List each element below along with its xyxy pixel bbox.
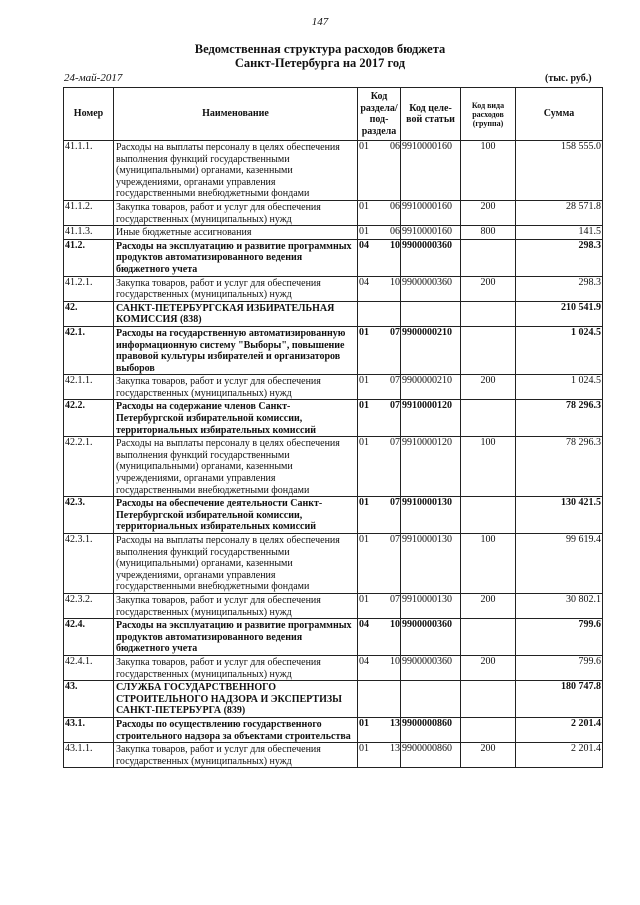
row-sum: 30 802.1 <box>516 593 603 618</box>
row-razdel-code: 01 <box>359 400 369 412</box>
row-sum: 141.5 <box>516 226 603 240</box>
table-row <box>64 301 603 326</box>
title-line-1: Ведомственная структура расходов бюджета <box>194 42 446 56</box>
row-name: СЛУЖБА ГОСУДАРСТВЕННОГО СТРОИТЕЛЬНОГО НАДЗОРА И ЭКСПЕРТИЗЫ САНКТ-ПЕТЕРБУРГА (839) <box>114 681 358 718</box>
row-razdel <box>358 743 401 768</box>
row-razdel-code: 01 <box>359 593 369 605</box>
row-sum: 130 421.5 <box>516 497 603 534</box>
table-row <box>64 497 603 534</box>
row-razdel-code: 01 <box>359 717 369 729</box>
row-name: Расходы на эксплуатацию и развитие программных продуктов автоматизированного ведения бюджетного учета <box>114 239 358 276</box>
row-vid: 200 <box>461 743 516 768</box>
row-csr: 9910000120 <box>401 437 461 497</box>
header-num: Номер <box>64 88 114 141</box>
row-razdel-code: 01 <box>359 534 369 545</box>
table-row <box>64 326 603 374</box>
table-row <box>64 437 603 497</box>
row-number: 41.1.1. <box>64 141 114 201</box>
row-sum: 799.6 <box>516 655 603 680</box>
row-number: 42.3. <box>64 497 114 534</box>
row-csr: 9910000160 <box>401 200 461 225</box>
row-vid <box>461 681 516 718</box>
table-row <box>64 200 603 225</box>
page-number: 147 <box>311 16 329 28</box>
row-name: Закупка товаров, работ и услуг для обеспечения государственных (муниципальных) нужд <box>114 276 358 301</box>
row-podrazdel-code: 10 <box>390 619 400 631</box>
row-podrazdel-code: 13 <box>390 717 400 729</box>
row-razdel-code: 04 <box>359 655 369 667</box>
header-razdel: Код раздела/ под-раздела <box>358 88 401 141</box>
row-razdel <box>358 200 401 225</box>
row-vid <box>461 239 516 276</box>
row-vid: 200 <box>461 375 516 400</box>
row-podrazdel-code: 07 <box>390 593 400 605</box>
row-number: 41.2. <box>64 239 114 276</box>
row-csr: 9900000210 <box>401 326 461 374</box>
row-name: Закупка товаров, работ и услуг для обеспечения государственных (муниципальных) нужд <box>114 375 358 400</box>
row-vid: 100 <box>461 437 516 497</box>
table-row <box>64 141 603 201</box>
row-razdel-code: 04 <box>359 276 369 288</box>
row-sum: 298.3 <box>516 276 603 301</box>
row-sum: 99 619.4 <box>516 534 603 594</box>
row-number: 42.2. <box>64 400 114 437</box>
header-vid: Код вида расходов (группа) <box>461 88 516 141</box>
table-row <box>64 276 603 301</box>
row-csr: 9910000130 <box>401 534 461 594</box>
table-body <box>64 141 603 768</box>
row-csr: 9910000160 <box>401 226 461 240</box>
row-number: 42.3.1. <box>64 534 114 594</box>
units-label: (тыс. руб.) <box>545 73 592 84</box>
row-csr: 9910000130 <box>401 593 461 618</box>
row-csr: 9900000360 <box>401 239 461 276</box>
table-row <box>64 239 603 276</box>
row-name: Иные бюджетные ассигнования <box>114 226 358 240</box>
row-csr <box>401 301 461 326</box>
row-razdel-code: 01 <box>359 141 369 152</box>
row-sum: 1 024.5 <box>516 375 603 400</box>
row-podrazdel-code: 06 <box>390 226 400 238</box>
row-name: Закупка товаров, работ и услуг для обеспечения государственных (муниципальных) нужд <box>114 200 358 225</box>
row-sum: 2 201.4 <box>516 743 603 768</box>
row-number: 41.1.2. <box>64 200 114 225</box>
row-sum: 2 201.4 <box>516 717 603 742</box>
row-number: 41.2.1. <box>64 276 114 301</box>
row-name: Закупка товаров, работ и услуг для обеспечения государственных (муниципальных) нужд <box>114 743 358 768</box>
row-razdel-code: 01 <box>359 226 369 238</box>
document-title <box>0 42 640 70</box>
row-csr: 9910000160 <box>401 141 461 201</box>
table-row <box>64 400 603 437</box>
row-podrazdel-code: 07 <box>390 375 400 387</box>
row-number: 42.1. <box>64 326 114 374</box>
row-razdel-code: 01 <box>359 326 369 338</box>
row-vid <box>461 619 516 656</box>
row-podrazdel-code: 10 <box>390 276 400 288</box>
row-razdel <box>358 534 401 594</box>
table-row <box>64 717 603 742</box>
table-row <box>64 375 603 400</box>
header-sum: Сумма <box>516 88 603 141</box>
row-number: 42.3.2. <box>64 593 114 618</box>
row-razdel <box>358 437 401 497</box>
row-razdel <box>358 226 401 240</box>
row-razdel-code: 01 <box>359 743 369 755</box>
row-vid: 100 <box>461 141 516 201</box>
row-podrazdel-code: 07 <box>390 534 400 545</box>
table-row <box>64 619 603 656</box>
row-podrazdel-code: 10 <box>390 239 400 251</box>
row-name: Расходы на государственную автоматизированную информационную систему "Выборы", повышение правовой культуры избирателей и организаторов выборов <box>114 326 358 374</box>
row-podrazdel-code: 06 <box>390 200 400 212</box>
row-name: Расходы на содержание членов Санкт-Петербургской избирательной комиссии, территориальных избирательных комиссий <box>114 400 358 437</box>
row-csr: 9900000360 <box>401 276 461 301</box>
row-name: Закупка товаров, работ и услуг для обеспечения государственных (муниципальных) нужд <box>114 655 358 680</box>
row-csr: 9900000360 <box>401 619 461 656</box>
row-csr: 9900000210 <box>401 375 461 400</box>
row-sum: 78 296.3 <box>516 400 603 437</box>
row-vid: 200 <box>461 655 516 680</box>
row-razdel <box>358 497 401 534</box>
row-number: 42.2.1. <box>64 437 114 497</box>
row-razdel <box>358 375 401 400</box>
row-razdel-code: 01 <box>359 375 369 387</box>
row-csr <box>401 681 461 718</box>
row-name: Расходы на выплаты персоналу в целях обеспечения выполнения функций государственными (муниципальными) органами, казенными учреждениями, органами управления государственными внебюджетными фондами <box>114 141 358 201</box>
document-date: 24-май-2017 <box>64 72 123 84</box>
row-razdel <box>358 717 401 742</box>
row-vid <box>461 717 516 742</box>
row-podrazdel-code: 07 <box>390 497 400 509</box>
row-razdel <box>358 276 401 301</box>
row-razdel <box>358 301 401 326</box>
row-vid <box>461 497 516 534</box>
row-razdel <box>358 681 401 718</box>
header-csr: Код целе-вой статьи <box>401 88 461 141</box>
header-name: Наименование <box>114 88 358 141</box>
row-razdel-code: 01 <box>359 497 369 509</box>
row-podrazdel-code: 13 <box>390 743 400 755</box>
row-csr: 9910000120 <box>401 400 461 437</box>
row-name: Расходы на эксплуатацию и развитие программных продуктов автоматизированного ведения бюджетного учета <box>114 619 358 656</box>
row-razdel <box>358 619 401 656</box>
table-row <box>64 534 603 594</box>
table-row <box>64 226 603 240</box>
budget-table <box>63 87 603 768</box>
row-csr: 9900000360 <box>401 655 461 680</box>
row-sum: 28 571.8 <box>516 200 603 225</box>
row-razdel-code: 04 <box>359 619 369 631</box>
row-name: Закупка товаров, работ и услуг для обеспечения государственных (муниципальных) нужд <box>114 593 358 618</box>
row-name: Расходы на выплаты персоналу в целях обеспечения выполнения функций государственными (муниципальными) органами, казенными учреждениями, органами управления государственными внебюджетными фондами <box>114 534 358 594</box>
row-podrazdel-code: 07 <box>390 326 400 338</box>
row-vid <box>461 301 516 326</box>
row-razdel-code: 01 <box>359 200 369 212</box>
row-razdel-code: 04 <box>359 239 369 251</box>
row-sum: 1 024.5 <box>516 326 603 374</box>
row-razdel <box>358 400 401 437</box>
row-sum: 210 541.9 <box>516 301 603 326</box>
row-sum: 78 296.3 <box>516 437 603 497</box>
row-razdel <box>358 239 401 276</box>
row-vid: 100 <box>461 534 516 594</box>
row-number: 42.4.1. <box>64 655 114 680</box>
row-sum: 180 747.8 <box>516 681 603 718</box>
row-csr: 9910000130 <box>401 497 461 534</box>
row-razdel <box>358 593 401 618</box>
row-sum: 799.6 <box>516 619 603 656</box>
row-razdel <box>358 141 401 201</box>
table-row <box>64 681 603 718</box>
table-row <box>64 743 603 768</box>
row-name: Расходы по осуществлению государственного строительного надзора за объектами строительства <box>114 717 358 742</box>
title-line-2: Санкт-Петербурга на 2017 год <box>234 56 406 70</box>
row-podrazdel-code: 10 <box>390 655 400 667</box>
table-row <box>64 593 603 618</box>
row-number: 43. <box>64 681 114 718</box>
row-vid: 200 <box>461 276 516 301</box>
row-name: Расходы на обеспечение деятельности Санкт-Петербургской избирательной комиссии, территориальных избирательных комиссий <box>114 497 358 534</box>
row-vid: 200 <box>461 200 516 225</box>
row-csr: 9900000860 <box>401 743 461 768</box>
row-vid <box>461 400 516 437</box>
row-name: САНКТ-ПЕТЕРБУРГСКАЯ ИЗБИРАТЕЛЬНАЯ КОМИССИЯ (838) <box>114 301 358 326</box>
row-sum: 298.3 <box>516 239 603 276</box>
row-razdel-code: 01 <box>359 437 369 449</box>
row-number: 42.4. <box>64 619 114 656</box>
row-podrazdel-code: 07 <box>390 437 400 449</box>
row-vid: 200 <box>461 593 516 618</box>
row-razdel <box>358 655 401 680</box>
row-podrazdel-code: 06 <box>390 141 400 152</box>
row-podrazdel-code: 07 <box>390 400 400 412</box>
row-csr: 9900000860 <box>401 717 461 742</box>
row-number: 41.1.3. <box>64 226 114 240</box>
row-name: Расходы на выплаты персоналу в целях обеспечения выполнения функций государственными (муниципальными) органами, казенными учреждениями, органами управления государственными внебюджетными фондами <box>114 437 358 497</box>
row-vid: 800 <box>461 226 516 240</box>
row-number: 43.1. <box>64 717 114 742</box>
row-sum: 158 555.0 <box>516 141 603 201</box>
row-number: 42. <box>64 301 114 326</box>
row-vid <box>461 326 516 374</box>
row-number: 42.1.1. <box>64 375 114 400</box>
row-razdel <box>358 326 401 374</box>
table-row <box>64 655 603 680</box>
row-number: 43.1.1. <box>64 743 114 768</box>
